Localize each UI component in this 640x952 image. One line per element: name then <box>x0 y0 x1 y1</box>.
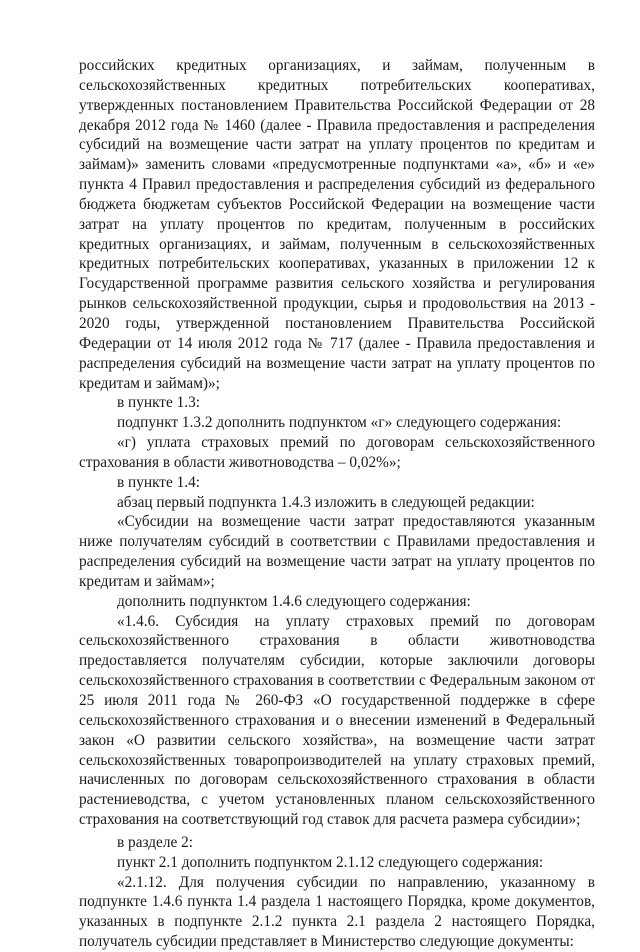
paragraph-clause-1-4: в пункте 1.4: <box>117 473 200 491</box>
paragraph-section-2: в разделе 2: <box>117 833 193 851</box>
paragraph-subclause-g: «г) уплата страховых премий по договорам сельскохозяйственного страхования в области животноводства – 0,02%»; <box>79 434 595 471</box>
paragraph-subclause-1-4-3: абзац первый подпункта 1.4.3 изложить в следующей редакции: <box>117 493 535 511</box>
paragraph-continuation: российских кредитных организациях, и займам, полученным в сельскохозяйственных кредитных потребительских кооперативах, утвержденных постановлением Правительства Российской Федерации от 28 декабря 2012 года № 1460 (далее - Правила предоставления и распределения субсидий на возмещение части затрат на уплату процентов по кредитам и займам)» заменить словами «предусмотренные подпунктами «а», «б» и «е» пункта 4 Правил предоставления и распределения субсидий из федерального бюджета бюджетам субъектов Российской Федерации на возмещение части затрат на уплату процентов по кредитам, полученным в российских кредитных организациях, и займам, полученным в сельскохозяйственных кредитных потребительских кооперативах, указанных в приложении 12 к Государственной программе развития сельского хозяйства и регулирования рынков сельскохозяйственной продукции, сырья и продовольствия на 2013 - 2020 годы, утвержденной постановлением Правительства Российской Федерации от 14 июля 2012 года № 717 (далее - Правила предоставления и распределения субсидий на возмещение части затрат на уплату процентов по кредитам и займам)»; <box>79 57 595 392</box>
paragraph-subsidy-text: «Субсидии на возмещение части затрат предоставляются указанным ниже получателям субсидий в соответствии с Правилами предоставления и распределения субсидий на возмещение части затрат на уплату процентов по кредитам и займам»; <box>79 513 595 590</box>
paragraph-clause-1-3: в пункте 1.3: <box>117 394 200 412</box>
paragraph-subclause-1-3-2: подпункт 1.3.2 дополнить подпунктом «г» следующего содержания: <box>117 414 562 432</box>
paragraph-clause-2-1: пункт 2.1 дополнить подпунктом 2.1.12 следующего содержания: <box>117 853 544 871</box>
document-page <box>79 56 595 952</box>
paragraph-add-1-4-6: дополнить подпунктом 1.4.6 следующего содержания: <box>117 592 471 610</box>
paragraph-1-4-6-text: «1.4.6. Субсидия на уплату страховых премий по договорам сельскохозяйственного страхования в области животноводства предоставляется получателям субсидии, которые заключили договоры сельскохозяйственного страхования в соответствии с Федеральным законом от 25 июля 2011 года № 260-ФЗ «О государственной поддержке в сфере сельскохозяйственного страхования и о внесении изменений в Федеральный закон «О развитии сельского хозяйства», на возмещение части затрат сельскохозяйственных товаропроизводителей на уплату страховых премий, начисленных по договорам сельскохозяйственного страхования в области растениеводства, с учетом установленных планом сельскохозяйственного страхования на соответствующий год ставок для расчета размера субсидии»; <box>79 612 595 829</box>
paragraph-2-1-12-text: «2.1.12. Для получения субсидии по направлению, указанному в подпункте 1.4.6 пункта 1.4 раздела 1 настоящего Порядка, кроме документов, указанных в подпункте 2.1.2 пункта 2.1 раздела 2 настоящего Порядка, получатель субсидии представляет в Министерство следующие документы: <box>79 873 595 951</box>
